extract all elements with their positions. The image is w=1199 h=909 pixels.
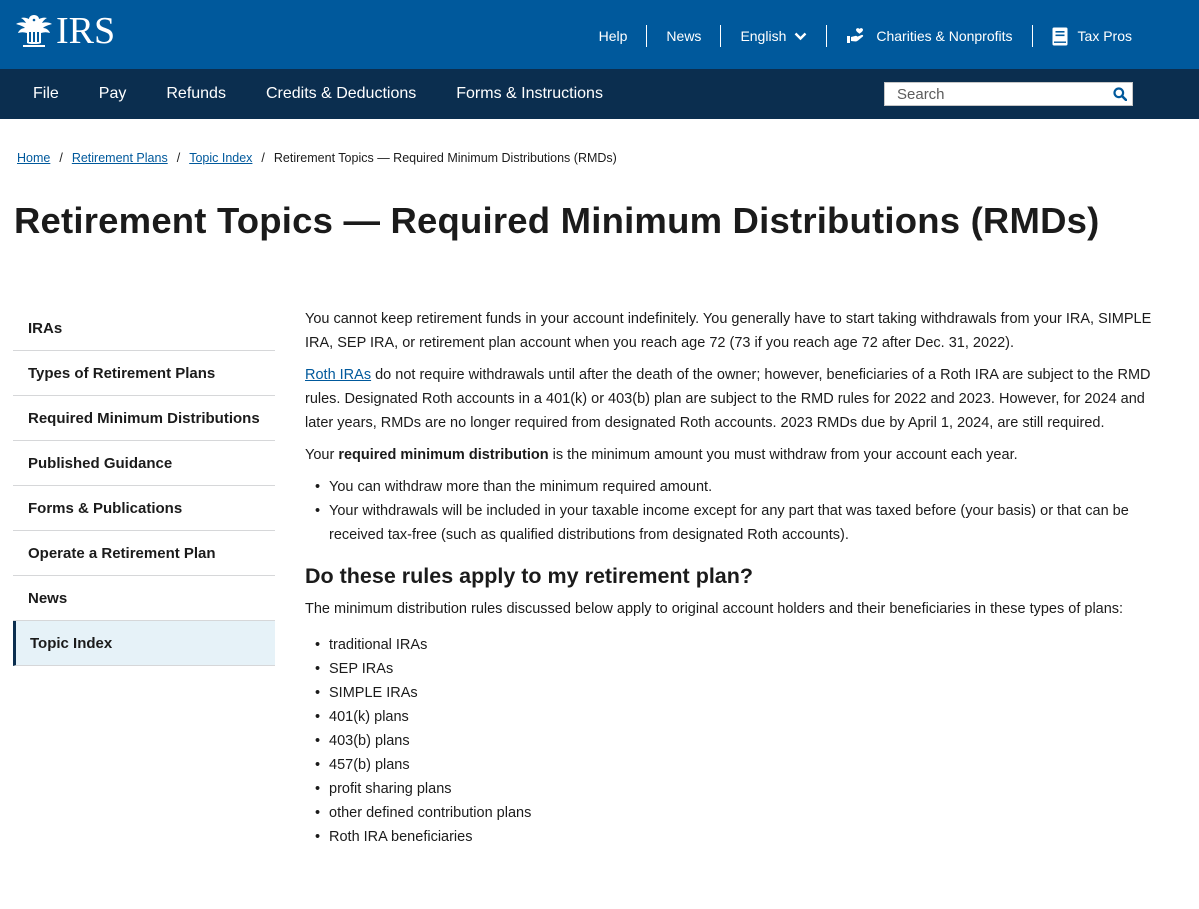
sidebar-item-iras[interactable]: IRAs	[13, 307, 275, 351]
breadcrumb	[17, 151, 617, 165]
sidebar-item-topic-index[interactable]: Topic Index	[13, 621, 275, 666]
breadcrumb-separator: /	[261, 151, 265, 165]
list-item: • 457(b) plans	[315, 753, 1155, 777]
util-charities-label: Charities & Nonprofits	[876, 28, 1013, 44]
breadcrumb-topic-index[interactable]: Topic Index	[189, 151, 253, 165]
nav-file[interactable]: File	[33, 85, 59, 102]
list-item: • other defined contribution plans	[315, 801, 1155, 825]
eagle-icon	[14, 13, 54, 49]
list-item: • 403(b) plans	[315, 729, 1155, 753]
nav-refunds[interactable]: Refunds	[166, 85, 226, 102]
breadcrumb-separator: /	[176, 151, 181, 165]
nav-pay[interactable]: Pay	[98, 85, 127, 102]
main-content	[305, 307, 1155, 859]
nav-credits-deductions[interactable]: Credits & Deductions	[265, 85, 417, 102]
sidebar-item-operate-retirement-plan[interactable]: Operate a Retirement Plan	[13, 531, 275, 576]
rmd-facts-list	[305, 475, 1155, 547]
breadcrumb-current: Retirement Topics — Required Minimum Distributions (RMDs)	[273, 151, 617, 165]
roth-paragraph	[305, 363, 1155, 435]
list-item: • SEP IRAs	[315, 657, 1155, 681]
sidebar-nav	[13, 307, 275, 666]
language-dropdown[interactable]	[721, 25, 826, 47]
main-nav-items	[13, 69, 623, 119]
util-help-label: Help	[598, 28, 628, 44]
search-button[interactable]	[1108, 83, 1132, 105]
list-item: • SIMPLE IRAs	[315, 681, 1155, 705]
section-heading: Do these rules apply to my retirement plan?	[305, 564, 754, 588]
book-icon	[1052, 27, 1068, 46]
plan-types-list	[305, 633, 1155, 849]
breadcrumb-separator: /	[59, 151, 63, 165]
sidebar-item-forms-publications[interactable]: Forms & Publications	[13, 486, 275, 531]
util-help-link[interactable]	[580, 25, 647, 47]
sidebar-item-types-of-retirement-plans[interactable]: Types of Retirement Plans	[13, 351, 275, 396]
list-item: • 401(k) plans	[315, 705, 1155, 729]
util-news-link[interactable]	[647, 25, 720, 47]
util-news-label: News	[666, 28, 702, 44]
top-header	[0, 0, 1199, 69]
util-taxpros-link[interactable]	[1033, 25, 1132, 47]
intro-paragraph: You cannot keep retirement funds in your account indefinitely. You generally have to start taking withdrawals from your IRA, SIMPLE IRA, SEP IRA, or retirement plan account when you reach age 72 (73 if you reach age 72 after Dec. 31, 2022).	[305, 311, 1152, 351]
roth-paragraph-text: do not require withdrawals until after the death of the owner; however, beneficiaries of a Roth IRA are subject to the RMD rules. Designated Roth accounts in a 401(k) or 403(b) plan are subject to the RMD rules for 2022 and 2023. However, for 2024 and later years, RMDs are no longer required from designated Roth accounts. 2023 RMDs due by April 1, 2024, are still required.	[305, 367, 1151, 431]
irs-logo[interactable]	[14, 12, 115, 50]
search-box	[884, 82, 1133, 106]
logo-text: IRS	[56, 10, 116, 52]
sidebar-item-news[interactable]: News	[13, 576, 275, 621]
rmd-definition-paragraph	[305, 443, 1155, 467]
util-taxpros-label: Tax Pros	[1077, 28, 1132, 44]
sidebar-item-required-minimum-distributions[interactable]: Required Minimum Distributions	[13, 396, 275, 441]
nav-forms-instructions[interactable]: Forms & Instructions	[456, 85, 603, 102]
breadcrumb-home[interactable]: Home	[17, 151, 51, 165]
rmd-definition-bold: required minimum distribution	[338, 447, 549, 463]
util-charities-link[interactable]	[827, 25, 1031, 47]
sidebar-item-published-guidance[interactable]: Published Guidance	[13, 441, 275, 486]
roth-iras-link[interactable]: Roth IRAs	[305, 367, 372, 383]
rules-apply-paragraph: The minimum distribution rules discussed below apply to original account holders and their beneficiaries in these types of plans:	[305, 601, 1124, 617]
list-item: • Roth IRA beneficiaries	[315, 825, 1155, 849]
rmd-definition-post: is the minimum amount you must withdraw from your account each year.	[548, 447, 1018, 463]
search-input[interactable]	[885, 83, 1108, 105]
list-item: • profit sharing plans	[315, 777, 1155, 801]
list-item: • traditional IRAs	[315, 633, 1155, 657]
language-label: English	[740, 28, 787, 44]
rmd-definition-pre: Your	[305, 447, 339, 463]
utility-nav	[580, 24, 1132, 48]
list-item: • Your withdrawals will be included in your taxable income except for any part that was taxed before (your basis) or that can be received tax-free (such as qualified distributions from designated Roth accounts).	[315, 499, 1155, 547]
hand-heart-icon	[846, 27, 866, 45]
breadcrumb-retirement-plans[interactable]: Retirement Plans	[71, 151, 168, 165]
list-item: • You can withdraw more than the minimum required amount.	[315, 475, 1155, 499]
page-title: Retirement Topics — Required Minimum Distributions (RMDs)	[14, 200, 1100, 241]
search-icon	[1113, 87, 1127, 101]
chevron-down-icon	[794, 32, 807, 41]
